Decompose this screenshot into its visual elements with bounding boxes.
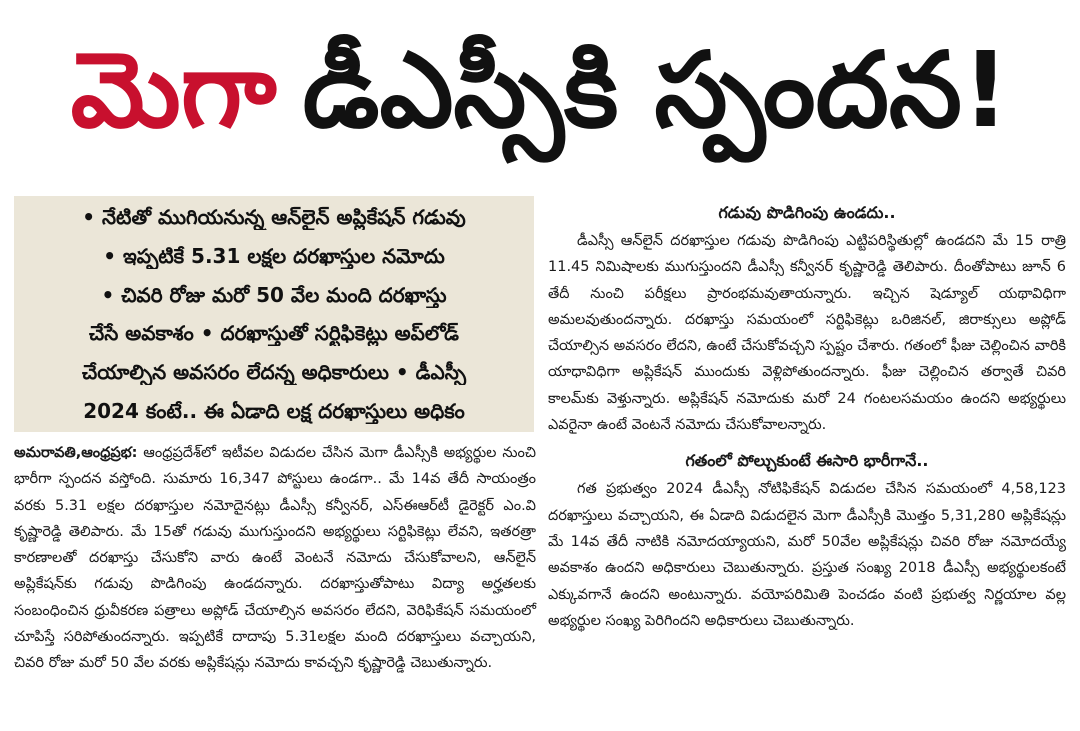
left-article-paragraph: [14, 440, 536, 677]
headline: [0, 0, 1080, 180]
headline-mega: మెగా: [70, 29, 277, 151]
right-paragraph-2: గత ప్రభుత్వం 2024 డీఎస్సీ నోటిఫికేషన్ విడుదల చేసిన సమయంలో 4,58,123 దరఖాస్తులు వచ్చాయని, ఈ ఏడాది విడుదలైన మెగా డీఎస్సీకి మొత్తం 5,31,280 అప్లికేషన్లు మే 14వ తేదీ నాటికి నమోదయ్యాయని, మరో 50వేల అప్లికేషన్లు చివరి రోజు నమోదయ్యే అవకాశం ఉందని అధికారులు చెబుతున్నారు. ప్రస్తుత సంఖ్య 2018 డీఎస్సీ అభ్యర్థులకంటే ఎక్కువగానే ఉందని అంటున్నారు. వయోపరిమితి పెంచడం వంటి ప్రభుత్వ నిర్ణయాల వల్ల అభ్యర్థుల సంఖ్య పెరిగిందని అధికారులు చెబుతున్నారు.: [548, 481, 1066, 629]
highlights-box: [14, 196, 534, 432]
right-column: [548, 198, 1066, 634]
highlight-line: • నేటితో ముగియనున్న ఆన్‌లైన్ అప్లికేషన్ గడువు: [82, 205, 466, 229]
subhead-more-than-before: గతంలో పోల్చుకుంటే ఈసారి భారీగానే..: [685, 451, 929, 471]
subhead-no-extension: గడువు పొడిగింపు ఉండదు..: [718, 203, 896, 222]
highlight-line: 2024 కంటే.. ఈ ఏడాది లక్ష దరఖాస్తులు అధికం: [83, 398, 465, 423]
right-paragraph-1: డీఎస్సీ ఆన్‌లైన్ దరఖాస్తుల గడువు పొడిగింపు ఎట్టిపరిస్థితుల్లో ఉండదని మే 15 రాత్రి 11.45 నిమిషాలకు ముగుస్తుందని డీఎస్సీ కన్వీనర్ కృష్ణారెడ్డి తెలిపారు. దీంతోపాటు జూన్ 6 తేదీ నుంచి పరీక్షలు ప్రారంభమవుతాయన్నారు. ఇచ్చిన షెడ్యూల్ యథావిధిగా అమలవుతుందన్నారు. దరఖాస్తు సమయంలో సర్టిఫికెట్లు ఒరిజినల్, జిరాక్సులు అప్లోడ్ చేయాల్సిన అవసరం లేదని, ఉంటే చేసుకోవచ్చని స్పష్టం చేశారు. గతంలో ఫీజు చెల్లించిన వారికి యాధావిధిగా అప్లికేషన్ ముందుకు వెళ్లిపోతుందన్నారు. ఫీజు చెల్లించిన తర్వాతే చివరి కాలమ్‌కు వెళ్తున్నారు. అప్లికేషన్ నమోదుకు మరో 24 గంటలసమయం ఉందని అభ్యర్థులు ఎవరైనా ఉంటే వెంటనే నమోదు చేసుకోవాలన్నారు.: [548, 233, 1066, 434]
headline-dsc-response: డీఎస్సీకి స్పందన!: [302, 29, 1010, 151]
highlight-line: • ఇప్పటికే 5.31 లక్షల దరఖాస్తుల నమోదు: [103, 243, 445, 268]
highlight-line: • చివరి రోజు మరో 50 వేల మంది దరఖాస్తు: [101, 282, 447, 307]
highlight-line: చేసే అవకాశం • దరఖాస్తుతో సర్టిఫికెట్లు అప్‌లోడ్: [89, 321, 459, 346]
left-article-body: ఆంధ్రప్రదేశ్‌లో ఇటీవల విడుదల చేసిన మెగా డీఎస్సీకి అభ్యర్థుల నుంచి భారీగా స్పందన వస్తోంది. సుమారు 16,347 పోస్టులు ఉండగా.. మే 14వ తేదీ సాయంత్రం వరకు 5.31 లక్షల దరఖాస్తుల నమోదైనట్లు డీఎస్సీ కన్వీనర్, ఎస్ఈఆర్‌టీ డైరెక్టర్ ఎం.వి కృష్ణారెడ్డి తెలిపారు. మే 15తో గడువు ముగుస్తుందని అభ్యర్థులు సర్టిఫికెట్లు లేవని, ఇతరత్రా కారణాలతో దరఖాస్తు చేసుకోని వారు ఉంటే వెంటనే నమోదు చేసుకోవాలని, ఆన్‌లైన్ అప్లికేషన్‌కు గడువు పొడిగింపు ఉండదన్నారు. దరఖాస్తుతోపాటు విద్యా అర్హతలకు సంబంధించిన ధ్రువీకరణ పత్రాలు అప్లోడ్ చేయాల్సిన అవసరం లేదని, వెరిఫికేషన్ సమయంలో చూపిస్తే సరిపోతుందన్నారు. ఇప్పటికే దాదాపు 5.31లక్షల మంది దరఖాస్తులు వచ్చాయని, చివరి రోజు మరో 50 వేల వరకు అప్లికేషన్లు నమోదు కావచ్చని కృష్ణారెడ్డి చెబుతున్నారు.: [14, 445, 536, 672]
highlight-line: చేయాల్సిన అవసరం లేదన్న అధికారులు • డీఎస్సీ: [82, 360, 466, 385]
left-column: [14, 440, 536, 677]
dateline: అమరావతి,ఆంధ్రప్రభ:: [14, 445, 138, 461]
